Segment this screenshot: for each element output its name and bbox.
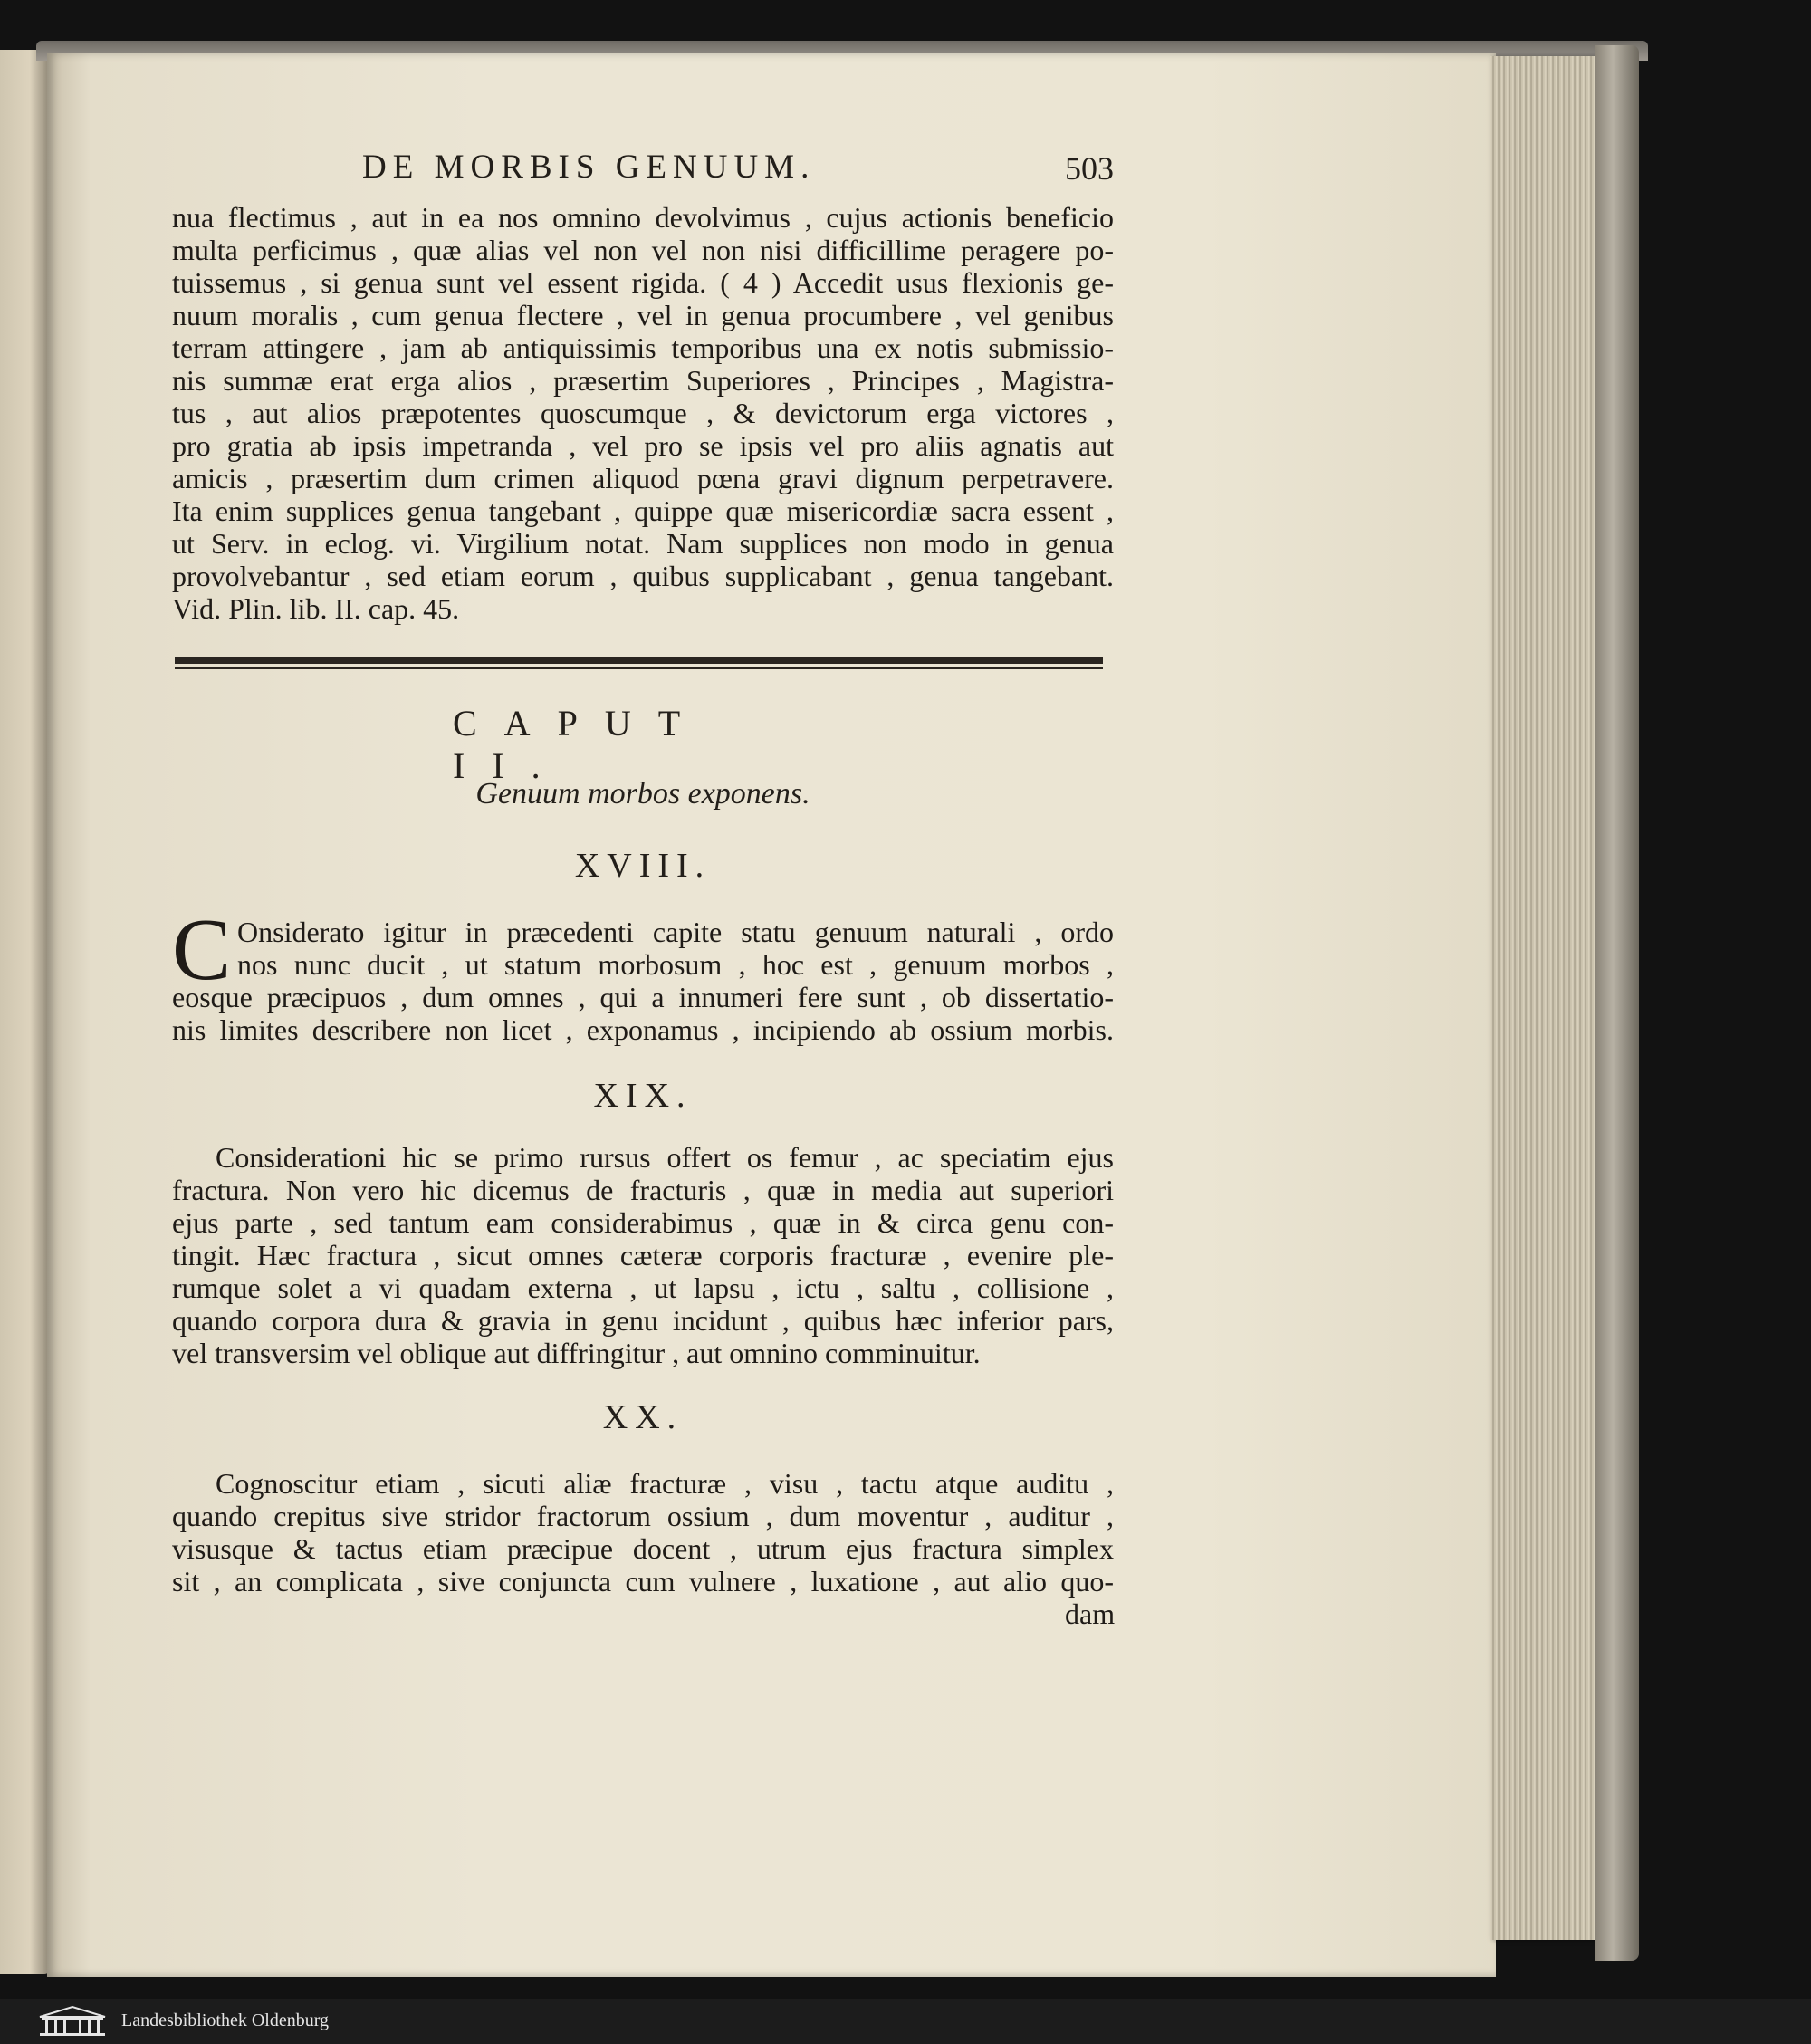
- page-block-edges: [1490, 56, 1598, 1940]
- text-line: nua flectimus , aut in ea nos omnino devolvimus , cujus actionis beneficio: [172, 201, 1114, 234]
- page-number: 503: [1065, 150, 1114, 187]
- text-line: terram attingere , jam ab antiquissimis temporibus una ex notis submissio-: [172, 331, 1114, 364]
- book-cover-edge: [1595, 45, 1639, 1961]
- text-line: nis limites describere non licet , exponamus , incipiendo ab ossium morbis.: [172, 1013, 1114, 1046]
- text-line: nis summæ erat erga alios , præsertim Superiores , Principes , Magistra-: [172, 364, 1114, 397]
- section-number: XX.: [602, 1398, 684, 1436]
- chapter-divider-rule-thin: [175, 667, 1103, 669]
- text-line: amicis , præsertim dum crimen aliquod pœna gravi dignum perpetravere.: [172, 462, 1114, 494]
- text-line: Cognoscitur etiam , sicuti aliæ fracturæ , visu , tactu atque auditu ,: [216, 1467, 1114, 1500]
- text-line: ejus parte , sed tantum eam considerabimus , quæ in & circa genu con-: [172, 1206, 1114, 1239]
- text-line: Onsiderato igitur in præcedenti capite statu genuum naturali , ordo: [237, 916, 1114, 948]
- catchword: dam: [1065, 1598, 1116, 1630]
- text-line: Considerationi hic se primo rursus offert os femur , ac speciatim ejus: [216, 1141, 1114, 1174]
- text-line: quando crepitus sive stridor fractorum ossium , dum moventur , auditur ,: [172, 1500, 1114, 1532]
- chapter-subtitle: Genuum morbos exponens.: [475, 777, 810, 811]
- running-head: DE MORBIS GENUUM.: [362, 149, 816, 186]
- text-line: nuum moralis , cum genua flectere , vel in genua procumbere , vel genibus: [172, 299, 1114, 331]
- chapter-divider-rule: [175, 657, 1103, 664]
- text-line: pro gratia ab ipsis impetranda , vel pro se ipsis vel pro aliis agnatis aut: [172, 429, 1114, 462]
- text-line: tus , aut alios præpotentes quoscumque , & devictorum erga victores ,: [172, 397, 1114, 429]
- text-line: multa perficimus , quæ alias vel non vel non nisi difficillime peragere po-: [172, 234, 1114, 266]
- text-line: vel transversim vel oblique aut diffringitur , aut omnino comminuitur.: [172, 1337, 981, 1369]
- left-page-edge: [0, 50, 50, 1974]
- text-line: quando corpora dura & gravia in genu incidunt , quibus hæc inferior pars,: [172, 1304, 1114, 1337]
- text-line: Ita enim supplices genua tangebant , quippe quæ misericordiæ sacra essent ,: [172, 494, 1114, 527]
- section-number: XIX.: [593, 1077, 693, 1115]
- text-line: rumque solet a vi quadam externa , ut lapsu , ictu , saltu , collisione ,: [172, 1272, 1114, 1304]
- library-name[interactable]: Landesbibliothek Oldenburg: [121, 2010, 330, 2030]
- text-line: tingit. Hæc fractura , sicut omnes cæteræ corporis fracturæ , evenire ple-: [172, 1239, 1114, 1272]
- section-number: XVIII.: [574, 847, 712, 885]
- text-line: sit , an complicata , sive conjuncta cum vulnere , luxatione , aut alio quo-: [172, 1565, 1114, 1598]
- text-line: ut Serv. in eclog. vi. Virgilium notat. Nam supplices non modo in genua: [172, 527, 1114, 560]
- text-line: nos nunc ducit , ut statum morbosum , hoc est , genuum morbos ,: [237, 948, 1114, 981]
- text-line: tuissemus , si genua sunt vel essent rigida. ( 4 ) Accedit usus flexionis ge-: [172, 266, 1114, 299]
- text-line: fractura. Non vero hic dicemus de fracturis , quæ in media aut superiori: [172, 1174, 1114, 1206]
- drop-cap: C: [172, 901, 232, 999]
- text-line: visusque & tactus etiam præcipue docent , utrum ejus fractura simplex: [172, 1532, 1114, 1565]
- chapter-title: CAPUT II.: [453, 703, 707, 786]
- library-building-icon: [36, 2004, 109, 2039]
- text-line: Vid. Plin. lib. II. cap. 45.: [172, 592, 460, 625]
- text-line: eosque præcipuos , dum omnes , qui a innumeri fere sunt , ob dissertatio-: [172, 981, 1114, 1013]
- text-line: provolvebantur , sed etiam eorum , quibus supplicabant , genua tangebant.: [172, 560, 1114, 592]
